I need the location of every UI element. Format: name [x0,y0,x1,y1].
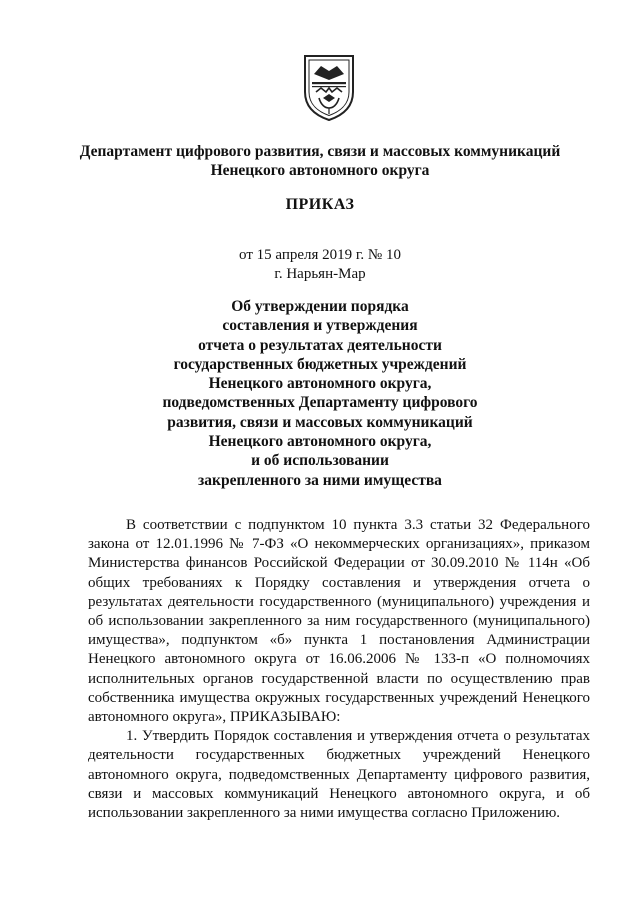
department-name-line1: Департамент цифрового развития, связи и массовых коммуникаций [79,143,561,160]
coat-of-arms-emblem [299,52,359,122]
document-meta [0,246,640,284]
subject-line: подведомственных Департаменту цифрового [162,394,478,412]
subject-line: Ненецкого автономного округа, [208,433,432,451]
order-body [88,516,590,823]
document-type-title: ПРИКАЗ [285,196,355,213]
department-header [0,142,640,180]
preamble-paragraph: В соответствии с подпунктом 10 пункта 3.3 статьи 32 Федерального закона от 12.01.1996 № 7-ФЗ «О некоммерческих организациях», приказом Министерства финансов Российской Федерации от 30.09.2010 № 114н «Об общих требованиях к Порядку составления и утверждения отчета о результатах деятельности государственного (муниципального) учреждения и об использовании закрепленного за ним государственного (муниципального) имущества», подпунктом «б» пункта 1 постановления Администрации Ненецкого автономного округа от 16.06.2006 № 133-п «О полномочиях исполнительных органов государственной власти по осуществлению прав собственника имущества окружных государственных учреждений Ненецкого автономного округа», ПРИКАЗЫВАЮ: [88,517,590,726]
department-name-line2: Ненецкого автономного округа [210,162,430,179]
subject-line: отчета о результатах деятельности [198,336,442,354]
subject-line: развития, связи и массовых коммуникаций [167,413,473,431]
subject-line: Ненецкого автономного округа, [208,375,432,393]
subject-line: Об утверждении порядка [231,298,409,315]
order-item-1: 1. Утвердить Порядок составления и утверждения отчета о результатах деятельности государственных бюджетных учреждений Ненецкого автономного округа, подведомственных Департаменту цифрового развития, связи и массовых коммуникаций Ненецкого автономного округа, и об использовании закрепленного за ними имущества согласно Приложению. [88,728,590,822]
subject-line: закрепленного за ними имущества [198,471,442,489]
subject-line: составления и утверждения [222,317,418,335]
coat-of-arms-icon [299,52,359,122]
subject-line: и об использовании [251,452,389,470]
order-subject [0,297,640,490]
order-city: г. Нарьян-Мар [274,266,366,282]
subject-line: государственных бюджетных учреждений [173,355,467,373]
order-date-number: от 15 апреля 2019 г. № 10 [239,247,401,263]
